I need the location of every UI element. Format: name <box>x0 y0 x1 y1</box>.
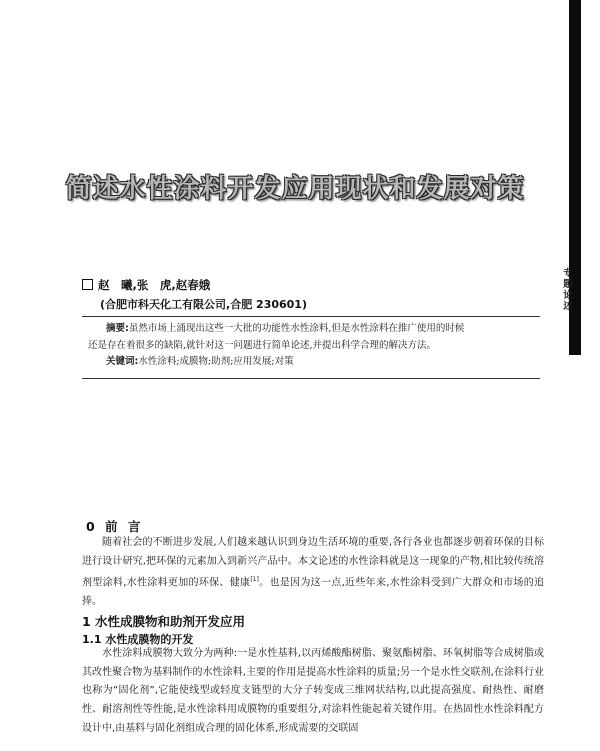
abstract-block <box>88 321 526 371</box>
intro-paragraph <box>82 534 544 612</box>
section-1-heading: 1 水性成膜物和助剂开发应用 <box>82 614 246 629</box>
square-bullet-icon <box>82 279 93 290</box>
intro-text-a: 随着社会的不断进步发展,人们越来越认识到身边生活环境的重要,各行各业也都逐步朝着环保的目标进行设计研究,把环保的元素加入到新兴产品中。本文论述的水性涂料就是这一现象的产物,相比较传统溶剂型涂料,水性涂料更加的环保、健康 <box>82 537 544 589</box>
abstract-label: 摘要: <box>106 323 129 334</box>
abstract-text-1: 虽然市场上涌现出这些一大批的功能性水性涂料,但是水性涂料在推广使用的时候 <box>128 323 465 334</box>
citation-ref: [1] <box>250 576 259 584</box>
keywords-label: 关键词: <box>106 356 139 367</box>
keywords-line <box>88 354 526 371</box>
abstract-bottom-rule <box>82 378 540 379</box>
authors-line <box>82 277 210 293</box>
abstract-text-2: 还是存在着很多的缺陷,就针对这一问题进行简单论述,并提出科学合理的解决方法。 <box>88 339 437 351</box>
intro-text-b: 。也是因为这一点,近些年来,水性涂料受到广大群众和市场的追捧。 <box>82 577 544 608</box>
section-1-paragraph: 水性涂料成膜物大致分为两种:一是水性基料,以丙烯酸酯树脂、聚氨酯树脂、环氧树脂等合成树脂或其改性聚合物为基料制作的水性涂料,主要的作用是提高水性涂料的质量;另一个是水性交联剂,在涂料行业也称为“固化剂”,它能使线型或轻度支链型的大分子转变成三维网状结构,以此提高强度、耐热性、耐磨性、耐溶剂性等性能,是水性涂料用成膜物的重要组分,对涂料性能起着关键作用。在热固性水性涂料配方设计中,由基料与固化剂组成合理的固化体系,形成需要的交联固 <box>82 648 544 734</box>
section-side-label: 专题论述 <box>563 268 573 312</box>
abstract-line-2 <box>88 338 526 355</box>
section-1-1-heading: 1.1 水性成膜物的开发 <box>82 633 194 646</box>
affiliation: (合肥市科天化工有限公司,合肥 230601) <box>100 298 307 311</box>
section-1-body <box>82 645 544 739</box>
intro-heading: 0 前 言 <box>86 519 141 534</box>
abstract-line-1 <box>88 321 526 338</box>
abstract-top-rule <box>82 316 540 317</box>
authors: 赵 曦,张 虎,赵春娥 <box>98 278 211 292</box>
keywords: 水性涂料;成膜物;助剂;应用发展;对策 <box>138 356 294 367</box>
intro-body <box>82 534 544 612</box>
paper-title: 简述水性涂料开发应用现状和发展对策 <box>65 174 525 204</box>
